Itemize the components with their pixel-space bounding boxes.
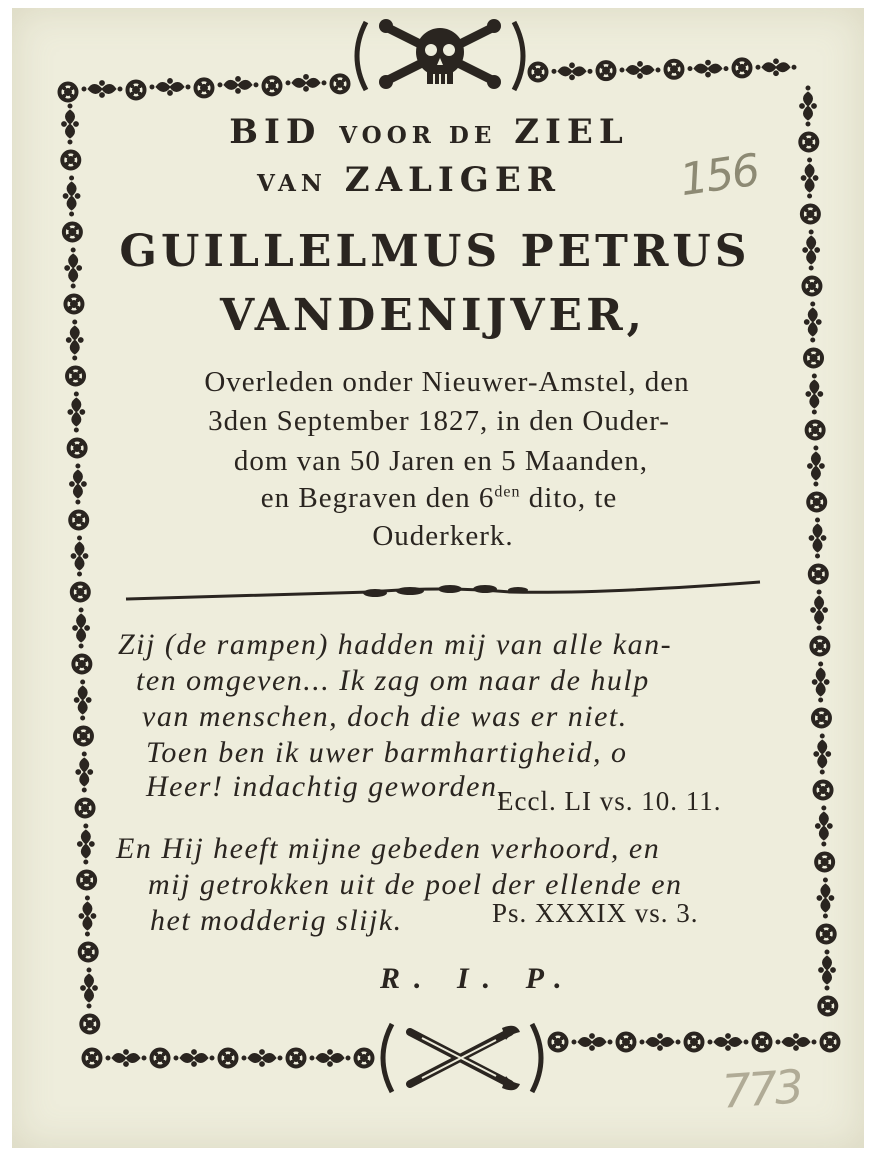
crossed-torches-icon [383, 1024, 541, 1092]
rip-closing: R. I. P. [380, 962, 576, 995]
rosette-ornament [262, 76, 282, 96]
rosette-ornament [548, 1032, 568, 1052]
rosette-ornament [813, 780, 833, 800]
bio-line-4 [0, 482, 878, 515]
fleuron-ornament [106, 1050, 146, 1067]
fleuron-ornament [620, 62, 660, 79]
fleuron-ornament [76, 752, 93, 792]
rosette-ornament [80, 1014, 100, 1034]
fleuron-ornament [218, 77, 258, 94]
bio-line-1: Overleden onder Nieuwer-Amstel, den [204, 366, 690, 398]
rosette-ornament [150, 1048, 170, 1068]
bio-line-2: 3den September 1827, in den Ouder- [208, 405, 670, 437]
rosette-ornament [126, 80, 146, 100]
rosette-ornament [816, 924, 836, 944]
fleuron-ornament [552, 63, 592, 80]
handwritten-number-bottom: 773 [720, 1059, 803, 1119]
bio-line-3: dom van 50 Jaren en 5 Maanden, [233, 445, 649, 477]
verse-2-line-2: mij getrokken uit de poel der ellende en [148, 868, 683, 901]
bio-line-4-pre: en Begraven den 6 [260, 482, 495, 514]
rosette-ornament [78, 942, 98, 962]
rosette-ornament [800, 204, 820, 224]
fleuron-ornament [688, 60, 728, 77]
rosette-ornament [818, 996, 838, 1016]
rosette-ornament [596, 61, 616, 81]
fleuron-ornament [310, 1050, 350, 1067]
bio-line-5: Ouderkerk. [372, 520, 514, 552]
rosette-ornament [752, 1032, 772, 1052]
fleuron-ornament [74, 680, 91, 720]
fleuron-ornament [79, 896, 96, 936]
rosette-ornament [820, 1032, 840, 1052]
verse-1-reference: Eccl. LI vs. 10. 11. [497, 786, 722, 816]
rosette-ornament [73, 726, 93, 746]
ornamental-divider [126, 582, 760, 599]
rosette-ornament [684, 1032, 704, 1052]
rosette-ornament [218, 1048, 238, 1068]
fleuron-ornament [819, 950, 836, 990]
rosette-ornament [815, 852, 835, 872]
rosette-ornament [77, 870, 97, 890]
header-word-voor-de: VOOR DE [339, 122, 497, 149]
fleuron-ornament [812, 662, 829, 702]
handwritten-number-top: 156 [676, 144, 762, 207]
header-word-bid: BID [229, 112, 322, 152]
fleuron-ornament [572, 1034, 612, 1051]
fleuron-ornament [776, 1034, 816, 1051]
fleuron-ornament [814, 734, 831, 774]
verse-2-line-1: En Hij heeft mijne gebeden verhoord, en [116, 832, 661, 865]
fleuron-ornament [756, 59, 796, 76]
fleuron-ornament [708, 1034, 748, 1051]
rosette-ornament [72, 654, 92, 674]
verse-1-line-3: van menschen, doch die was er niet. [142, 700, 628, 733]
header-word-zaliger: ZALIGER [344, 160, 561, 200]
fleuron-ornament [286, 74, 326, 91]
deceased-name-line-1: GUILLELMUS PETRUS [119, 226, 751, 277]
rosette-ornament [664, 59, 684, 79]
deceased-name-line-2: VANDENIJVER, [220, 290, 646, 341]
rosette-ornament [330, 74, 350, 94]
fleuron-ornament [81, 968, 98, 1008]
fleuron-ornament [77, 824, 94, 864]
rosette-ornament [82, 1048, 102, 1068]
verse-2-reference: Ps. XXXIX vs. 3. [492, 898, 699, 928]
fleuron-ornament [82, 81, 122, 98]
rosette-ornament [354, 1048, 374, 1068]
fleuron-ornament [150, 79, 190, 96]
rosette-ornament [804, 348, 824, 368]
rosette-ornament [810, 636, 830, 656]
bio-line-4-post: dito, te [520, 482, 618, 514]
verse-1-line-4: Toen ben ik uwer barmhartigheid, o [146, 736, 628, 769]
rosette-ornament [732, 58, 752, 78]
rosette-ornament [194, 78, 214, 98]
fleuron-ornament [242, 1050, 282, 1067]
rosette-ornament [808, 564, 828, 584]
rosette-ornament [75, 798, 95, 818]
rosette-ornament [70, 582, 90, 602]
header-word-van: VAN [257, 170, 327, 197]
verse-1-line-2: ten omgeven... Ik zag om naar de hulp [136, 664, 650, 697]
rosette-ornament [616, 1032, 636, 1052]
fleuron-ornament [817, 878, 834, 918]
header-word-ziel: ZIEL [514, 112, 629, 152]
rosette-ornament [58, 82, 78, 102]
fleuron-ornament [815, 806, 832, 846]
fleuron-ornament [73, 608, 90, 648]
fleuron-ornament [811, 590, 828, 630]
verse-2-line-3: het modderig slijk. [150, 904, 403, 937]
fleuron-ornament [640, 1034, 680, 1051]
fleuron-ornament [174, 1050, 214, 1067]
verse-1-line-5: Heer! indachtig geworden. [146, 770, 507, 803]
bio-line-4-sup: den [494, 483, 521, 501]
verse-1-line-1: Zij (de rampen) hadden mij van alle kan- [118, 628, 673, 661]
rosette-ornament [528, 62, 548, 82]
skull-and-crossbones-icon [357, 19, 523, 90]
rosette-ornament [811, 708, 831, 728]
rosette-ornament [286, 1048, 306, 1068]
